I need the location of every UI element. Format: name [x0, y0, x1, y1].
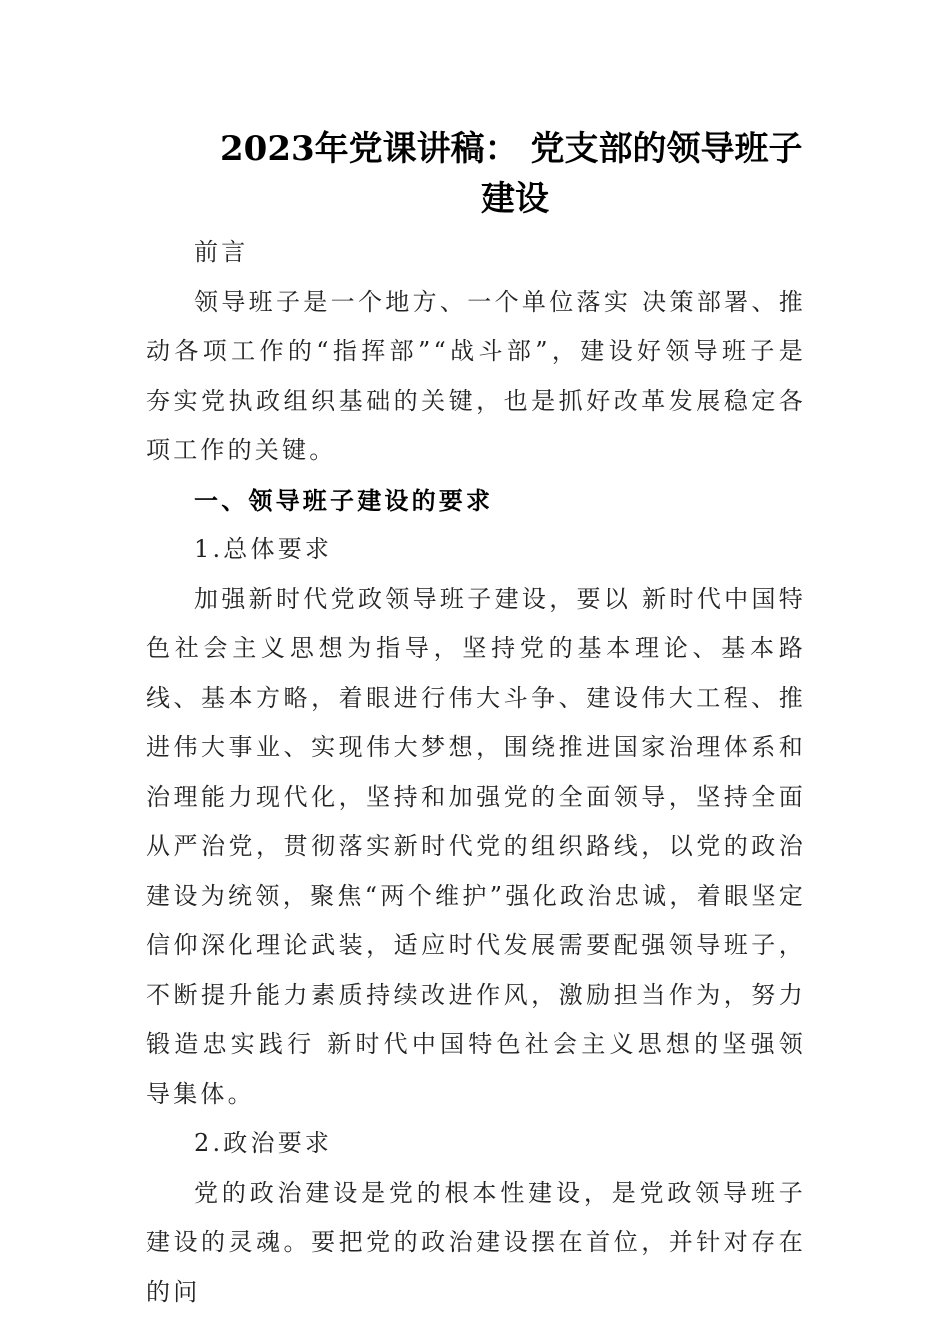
document-body [146, 228, 806, 1317]
preface-label: 前言 [194, 238, 249, 266]
title-line-1: 2023年党课讲稿： 党支部的领导班子 [220, 129, 803, 169]
body-paragraph: 领导班子是一个地方、一个单位落实 决策部署、推动各项工作的“指挥部”“战斗部”，建设好领导班子是夯实党执政组织基础的关键，也是抓好改革发展稳定各项工作的关键。 [146, 287, 806, 464]
body-paragraph: 党的政治建设是党的根本性建设，是党政领导班子建设的灵魂。要把党的政治建设摆在首位，并针对存在的问 [146, 1178, 806, 1306]
document-title [140, 124, 880, 224]
subsection-heading: 2.政治要求 [194, 1129, 333, 1157]
section-heading: 一、领导班子建设的要求 [194, 485, 494, 515]
body-paragraph: 加强新时代党政领导班子建设，要以 新时代中国特色社会主义思想为指导，坚持党的基本理论、基本路线、基本方略，着眼进行伟大斗争、建设伟大工程、推进伟大事业、实现伟大梦想，围绕推进国家治理体系和治理能力现代化，坚持和加强党的全面领导，坚持全面从严治党，贯彻落实新时代党的组织路线，以党的政治建设为统领，聚焦“两个维护”强化政治忠诚，着眼坚定信仰深化理论武装，适应时代发展需要配强领导班子，不断提升能力素质持续改进作风，激励担当作为，努力锻造忠实践行 新时代中国特色社会主义思想的坚强领导集体。 [146, 584, 806, 1108]
subsection-heading: 1.总体要求 [194, 535, 333, 563]
title-line-2: 建设 [481, 179, 549, 219]
